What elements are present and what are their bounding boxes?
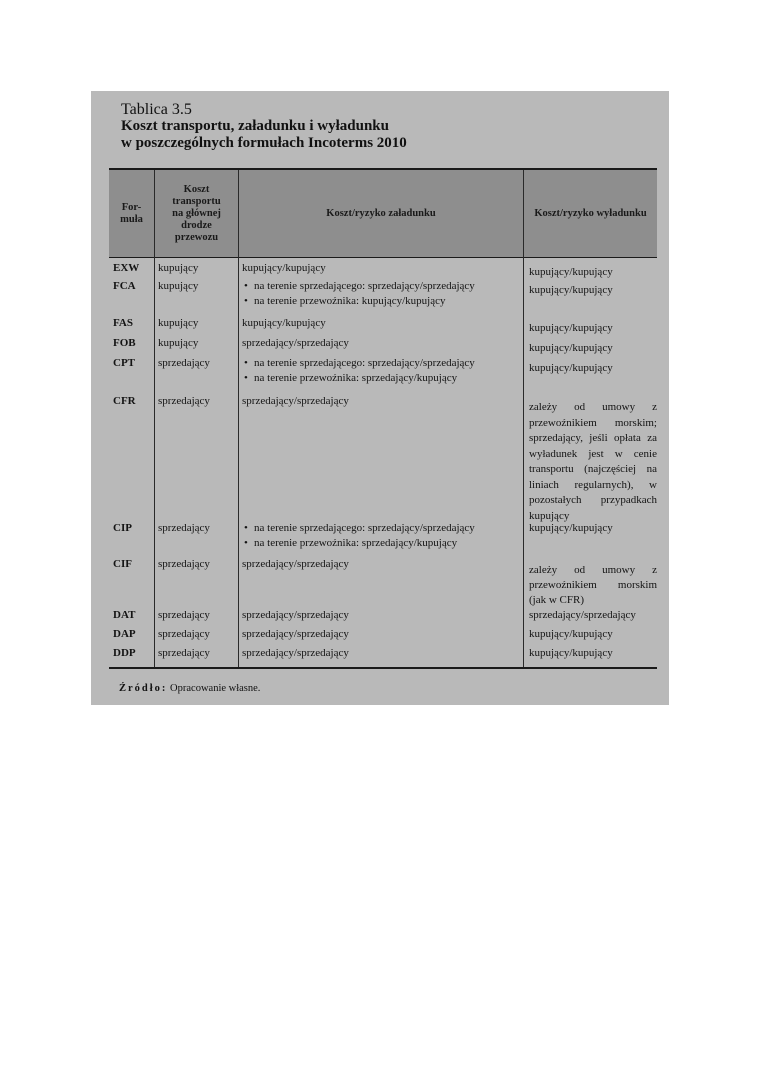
header-transport-line-5: przewozu — [174, 231, 219, 243]
unloading-cost: kupujący/kupujący — [529, 342, 613, 354]
incoterms-table — [109, 168, 657, 669]
unloading-cost: kupujący/kupujący — [529, 362, 613, 374]
header-loading — [239, 170, 523, 257]
header-transport-line-3: na głównej — [172, 207, 221, 219]
unloading-cost: kupujący/kupujący — [529, 647, 613, 659]
unloading-cost: kupujący/kupujący — [529, 284, 613, 296]
transport-cost: sprzedający — [158, 647, 210, 659]
header-formula-line-1: For- — [121, 201, 142, 213]
table-label: Tablica 3.5 — [121, 101, 192, 118]
loading-cost: kupujący/kupujący — [242, 262, 326, 274]
formula-code: FOB — [113, 337, 136, 349]
loading-bullet — [242, 521, 522, 536]
source-label: Źródło: — [119, 683, 168, 694]
transport-cost: sprzedający — [158, 609, 210, 621]
table-caption — [121, 101, 407, 152]
transport-cost: kupujący — [158, 262, 199, 274]
loading-cost: sprzedający/sprzedający — [242, 337, 349, 349]
header-formula — [109, 170, 154, 257]
transport-cost: sprzedający — [158, 628, 210, 640]
formula-code: CIP — [113, 522, 132, 534]
loading-bullet-text: na terenie przewoźnika: sprzedający/kupujący — [254, 372, 458, 384]
loading-cost: sprzedający/sprzedający — [242, 558, 349, 570]
loading-cost — [242, 521, 522, 551]
loading-bullet — [242, 294, 522, 309]
loading-cost: sprzedający/sprzedający — [242, 628, 349, 640]
loading-bullet — [242, 371, 522, 386]
transport-cost: kupujący — [158, 280, 199, 292]
bullet-icon — [244, 537, 254, 549]
formula-code: DAT — [113, 609, 136, 621]
loading-bullet-text: na terenie sprzedającego: sprzedający/sprzedający — [254, 522, 475, 534]
loading-cost: kupujący/kupujący — [242, 317, 326, 329]
loading-bullet-text: na terenie przewoźnika: sprzedający/kupujący — [254, 537, 458, 549]
header-bottom-rule — [109, 257, 657, 258]
formula-code: CFR — [113, 395, 136, 407]
loading-cost: sprzedający/sprzedający — [242, 609, 349, 621]
transport-cost: kupujący — [158, 337, 199, 349]
loading-bullet-text: na terenie sprzedającego: sprzedający/sprzedający — [254, 280, 475, 292]
header-transport-line-2: transportu — [172, 195, 221, 207]
source-note — [119, 683, 260, 694]
unloading-cost: kupujący/kupujący — [529, 522, 613, 534]
document-photo — [91, 91, 669, 705]
unloading-cost: zależy od umowy z przewoźnikiem morskim; sprzedający, jeśli opłata za wyładunek jest w cenie transportu (najczęściej na liniach regularnych), w pozostałych przypadkach kupujący — [529, 401, 657, 522]
bullet-icon — [244, 357, 254, 369]
transport-cost: kupujący — [158, 317, 199, 329]
formula-code: DDP — [113, 647, 136, 659]
loading-bullet — [242, 356, 522, 371]
source-text: Opracowanie własne. — [170, 683, 261, 694]
transport-cost: sprzedający — [158, 522, 210, 534]
formula-code: EXW — [113, 262, 140, 274]
unloading-cost: kupujący/kupujący — [529, 266, 613, 278]
header-transport-line-4: drodze — [181, 219, 212, 231]
header-transport — [155, 170, 238, 257]
transport-cost: sprzedający — [158, 395, 210, 407]
formula-code: CIF — [113, 558, 132, 570]
unloading-cost: zależy od umowy z przewoźnikiem morskim (jak w CFR) — [529, 564, 657, 606]
table-title-line-1: Koszt transportu, załadunku i wyładunku — [121, 118, 389, 134]
bullet-icon — [244, 522, 254, 534]
formula-code: FAS — [113, 317, 133, 329]
header-formula-line-2: muła — [120, 213, 143, 225]
unloading-cost: kupujący/kupujący — [529, 628, 613, 640]
loading-cost — [242, 356, 522, 386]
table-bottom-rule — [109, 667, 657, 669]
table-title-line-2: w poszczególnych formułach Incoterms 2010 — [121, 135, 407, 151]
loading-cost — [242, 279, 522, 309]
bullet-icon — [244, 280, 254, 292]
header-unloading-label: Koszt/ryzyko wyładunku — [534, 207, 647, 219]
loading-bullet — [242, 279, 522, 294]
header-unloading — [524, 170, 657, 257]
formula-code: CPT — [113, 357, 135, 369]
loading-cost: sprzedający/sprzedający — [242, 395, 349, 407]
unloading-cost: kupujący/kupujący — [529, 322, 613, 334]
loading-bullet — [242, 536, 522, 551]
transport-cost: sprzedający — [158, 558, 210, 570]
transport-cost: sprzedający — [158, 357, 210, 369]
formula-code: FCA — [113, 280, 136, 292]
header-transport-line-1: Koszt — [183, 183, 210, 195]
header-loading-label: Koszt/ryzyko załadunku — [326, 207, 436, 219]
bullet-icon — [244, 295, 254, 307]
formula-code: DAP — [113, 628, 136, 640]
bullet-icon — [244, 372, 254, 384]
loading-cost: sprzedający/sprzedający — [242, 647, 349, 659]
unloading-cost: sprzedający/sprzedający — [529, 609, 636, 621]
loading-bullet-text: na terenie sprzedającego: sprzedający/sprzedający — [254, 357, 475, 369]
loading-bullet-text: na terenie przewoźnika: kupujący/kupujący — [254, 295, 446, 307]
